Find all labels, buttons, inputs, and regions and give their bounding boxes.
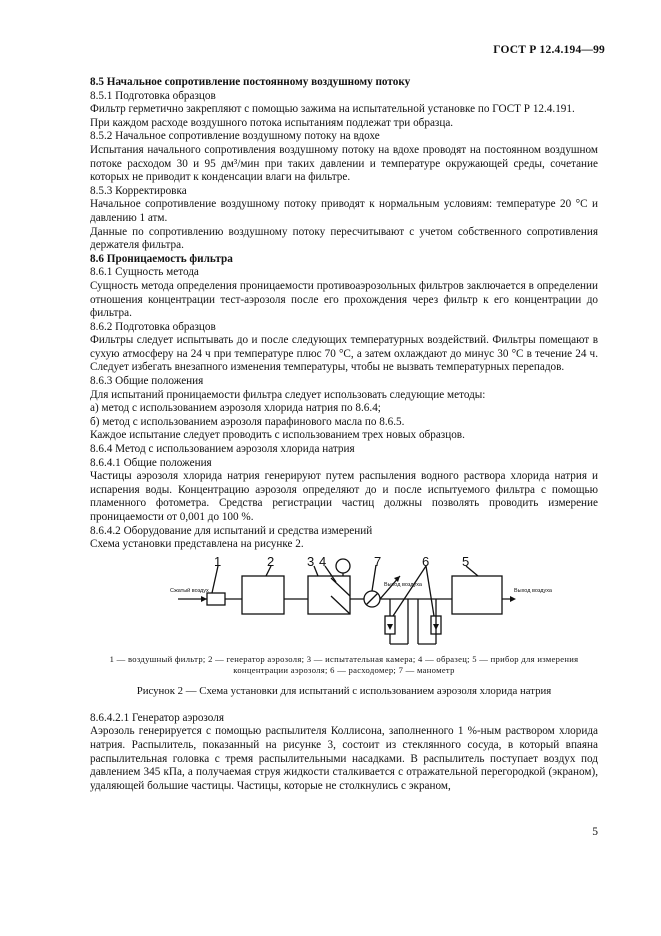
document-header: ГОСТ Р 12.4.194—99 [493, 44, 605, 56]
subsection-8-6-1: 8.6.1 Сущность метода [90, 266, 199, 279]
figure-legend: 1 — воздушный фильтр; 2 — генератор аэрозоля; 3 — испытательная камера; 4 — образец; 5 — прибор для измерения концентрации аэрозоля; 6 — расходомер; 7 — манометр [109, 653, 579, 676]
paragraph: Испытания начального сопротивления воздушному потоку на вдохе проводят на постоянном воздушном потоке расходом 30 и 95 дм³/мин при таких давлении и температуре окружающей среды, сочетание которых не приводит к конденсации влаги на фильтре. [90, 143, 598, 184]
paragraph: Фильтр герметично закрепляют с помощью зажима на испытательной установке по ГОСТ Р 12.4.191. [90, 103, 575, 116]
paragraph: Данные по сопротивлению воздушному потоку пересчитывают с учетом собственного сопротивления держателя фильтра. [90, 225, 598, 252]
paragraph: Фильтры следует испытывать до и после следующих температурных воздействий. Фильтры помещают в сухую атмосферу на 24 ч при температуре плюс 70 °С, а затем охлаждают до минус 30 °С в течение 24 ч. Следует избегать внезапного изменения температуры, чтобы не вызвать температурных перепадов. [90, 334, 598, 374]
subsection-8-6-3: 8.6.3 Общие положения [90, 375, 204, 388]
paragraph: Схема установки представлена на рисунке 2. [90, 538, 304, 551]
aerosol-generator-box [242, 576, 284, 614]
label-compressed-air: Сжатый воздух [170, 587, 209, 594]
label-5: 5 [462, 555, 470, 569]
figure-caption: Рисунок 2 — Схема установки для испытаний с использованием аэрозоля хлорида натрия [136, 684, 552, 697]
paragraph: Аэрозоль генерируется с помощью распылителя Коллисона, заполненного 1 %-ным раствором хлорида натрия. Распылитель, показанный на рисунке 3, состоит из стеклянного сосуда, в который впаяна распылительная головка с тремя распылительными насадками. В распылитель поступает воздух под давлением 345 кПа, а получаемая струя жидкости сталкивается с отражательной перегородкой (экраном), удаляющей большие частицы. Частицы, которые не столкнулись с экраном, [90, 725, 598, 792]
subsection-8-5-2: 8.5.2 Начальное сопротивление воздушному потоку на вдохе [90, 130, 380, 143]
label-air-out-1: Выход воздуха [384, 581, 422, 588]
subsection-8-5-3: 8.5.3 Корректировка [90, 184, 187, 197]
subsection-8-6-4-2-1: 8.6.4.2.1 Генератор аэрозоля [90, 711, 224, 724]
subsection-8-6-4-2: 8.6.4.2 Оборудование для испытаний и средства измерений [90, 524, 373, 537]
label-1: 1 [214, 555, 222, 569]
list-item: а) метод с использованием аэрозоля хлорида натрия по 8.6.4; [90, 402, 381, 415]
list-item: б) метод с использованием аэрозоля парафинового масла по 8.6.5. [90, 415, 405, 428]
label-7: 7 [374, 555, 382, 569]
label-4: 4 [319, 555, 327, 569]
subsection-8-6-2: 8.6.2 Подготовка образцов [90, 320, 216, 333]
label-3: 3 [307, 555, 315, 569]
page-number: 5 [592, 826, 598, 838]
paragraph: Сущность метода определения проницаемости противоаэрозольных фильтров заключается в определении отношения концентрации тест-аэрозоля после его прохождения через фильтр к его концентрации до фильтра. [90, 279, 598, 320]
subsection-8-6-4: 8.6.4 Метод с использованием аэрозоля хлорида натрия [90, 443, 355, 456]
air-filter-box [207, 593, 225, 605]
paragraph: При каждом расходе воздушного потока испытаниям подлежат три образца. [90, 116, 454, 129]
paragraph: Частицы аэрозоля хлорида натрия генерируют путем распыления водного раствора хлорида натрия и испарения воды. Концентрацию аэрозоля определяют до и после испытуемого фильтра с помощью пламенного фотометра. Средства регистрации частиц должны позволять проводить измерение проницаемости от 0,001 до 100 %. [90, 470, 598, 523]
document-body [90, 76, 598, 793]
subsection-8-6-4-1: 8.6.4.1 Общие положения [90, 456, 212, 469]
section-heading-8-5: 8.5 Начальное сопротивление постоянному воздушному потоку [90, 76, 411, 88]
figure-2-diagram [90, 556, 598, 652]
section-heading-8-6: 8.6 Проницаемость фильтра [90, 252, 233, 265]
paragraph: Каждое испытание следует проводить с использованием трех новых образцов. [90, 429, 465, 442]
label-2: 2 [267, 555, 275, 569]
setup-schematic [90, 556, 598, 652]
label-6: 6 [422, 555, 430, 569]
concentration-meter-box [452, 576, 502, 614]
paragraph: Начальное сопротивление воздушному потоку приводят к нормальным условиям: температуре 20 °С и давлению 1 атм. [90, 198, 598, 224]
paragraph: Для испытаний проницаемости фильтра следует использовать следующие методы: [90, 388, 486, 401]
subsection-8-5-1: 8.5.1 Подготовка образцов [90, 89, 216, 102]
label-air-out-2: Выход воздуха [514, 587, 552, 594]
pump-circle [336, 559, 350, 573]
